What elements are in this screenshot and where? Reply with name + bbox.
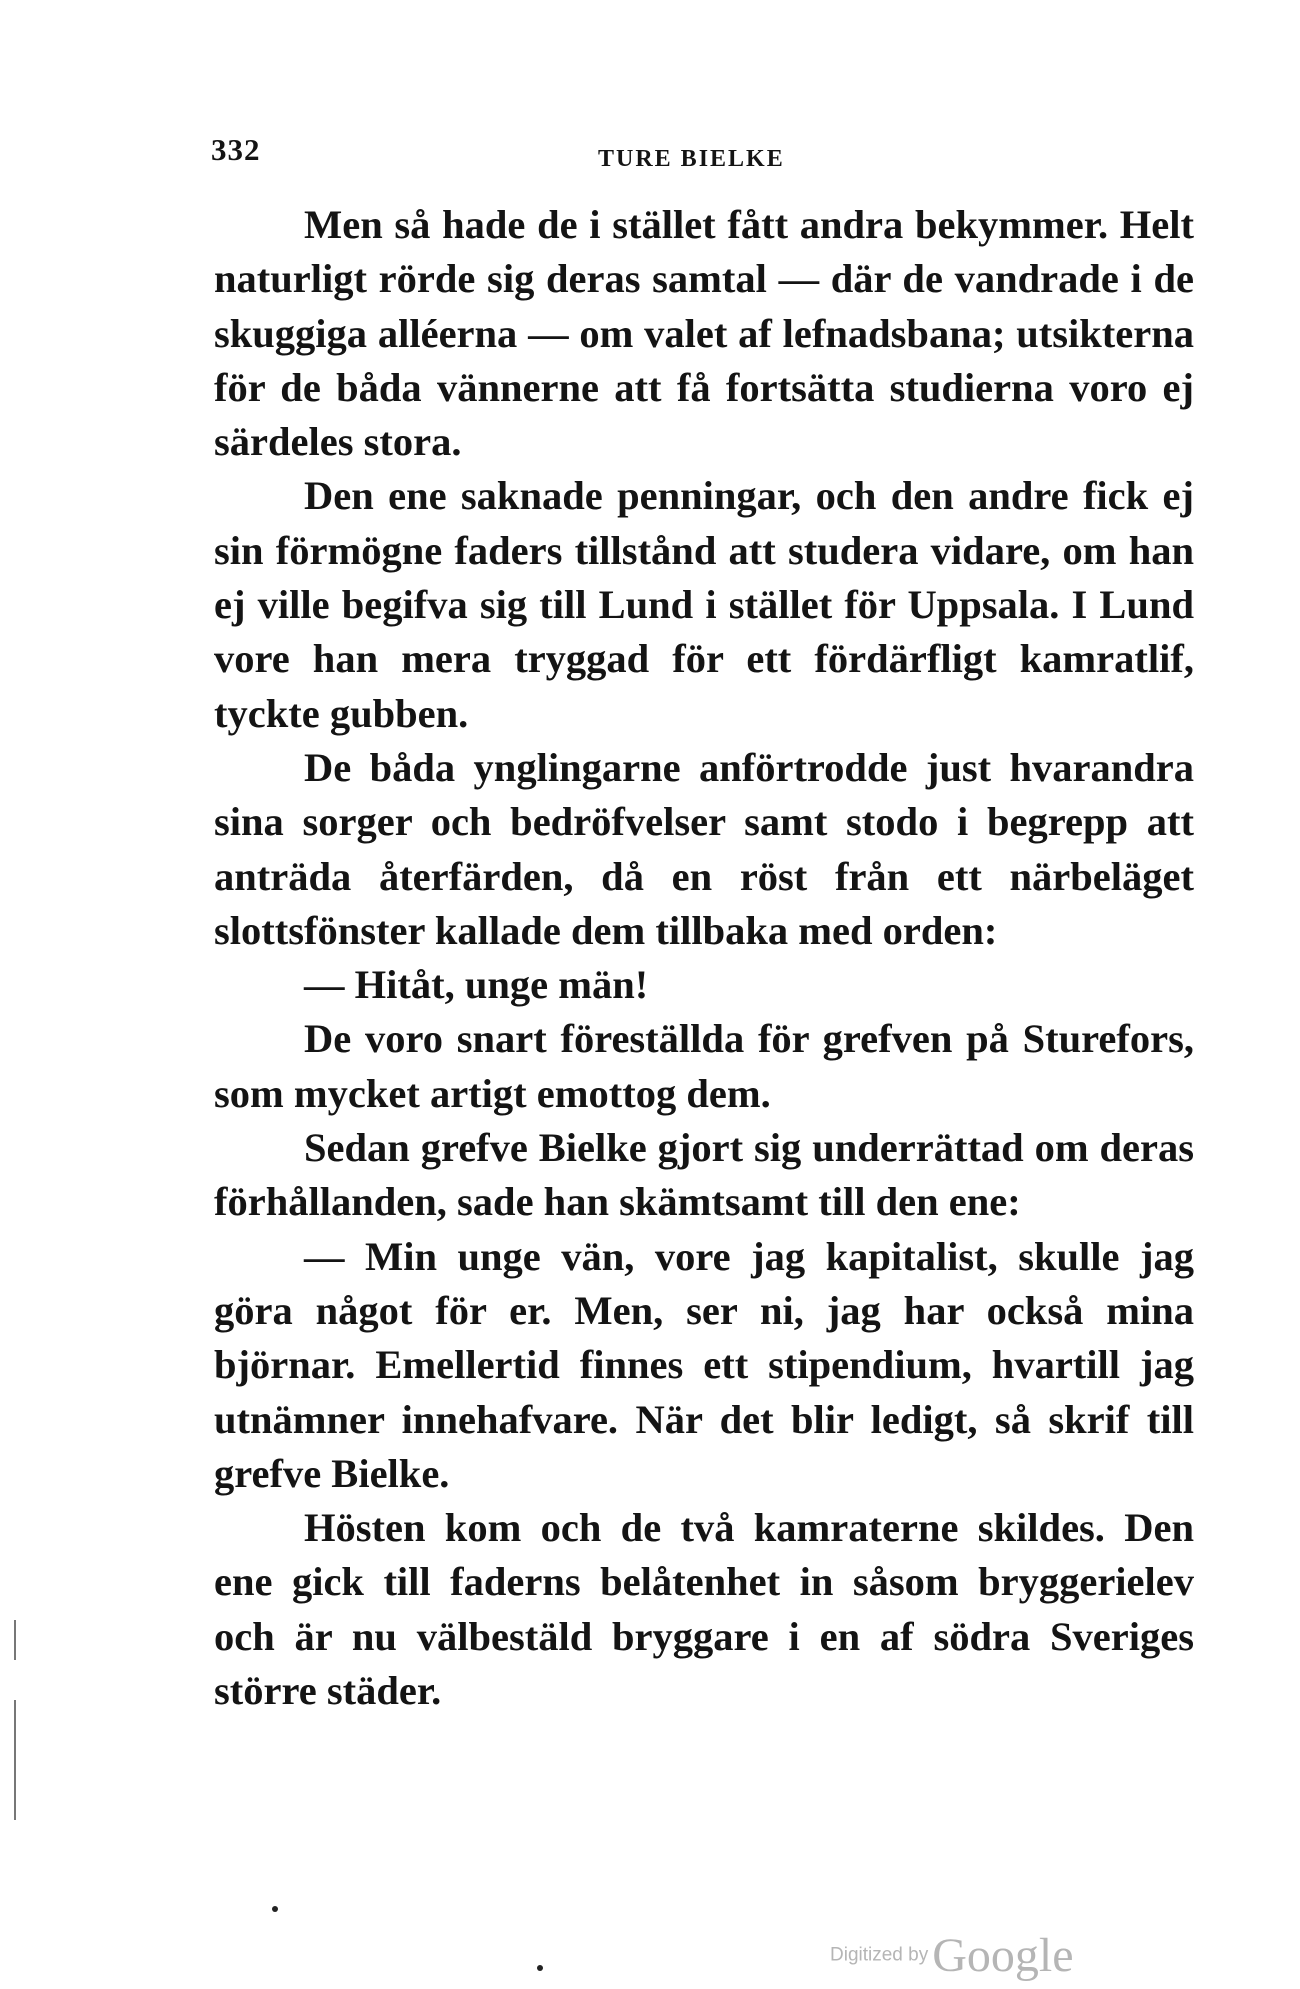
paragraph-5: De voro snart föreställda för grefven på Sturefors, som mycket artigt emottog dem.	[214, 1016, 1194, 1116]
body-text	[214, 198, 1194, 1718]
paragraph-6: Sedan grefve Bielke gjort sig underrättad om deras förhållanden, sade han skämtsamt till den ene:	[214, 1125, 1194, 1225]
scan-edge-mark	[14, 1620, 16, 1660]
paragraph-7-dialogue: — Min unge vän, vore jag kapitalist, skulle jag göra något för er. Men, ser ni, jag har också mina björnar. Emellertid finnes ett stipendium, hvartill jag utnämner innehafvare. När det blir ledigt, så skrif till grefve Bielke.	[214, 1233, 1194, 1496]
paragraph-2: Den ene saknade penningar, och den andre fick ej sin förmögne faders tillstånd att studera vidare, om han ej ville begifva sig till Lund i stället för Uppsala. I Lund vore han mera tryggad för ett fördärfligt kamratlif, tyckte gubben.	[214, 473, 1194, 736]
paragraph-1: Men så hade de i stället fått andra bekymmer. Helt naturligt rörde sig deras samtal — där de vandrade i de skuggiga alléerna — om valet af lefnadsbana; utsikterna för de båda vännerne att få fortsätta studierna voro ej särdeles stora.	[214, 202, 1194, 465]
google-logo: Google	[932, 1929, 1074, 1982]
scan-speck	[272, 1906, 278, 1912]
digitized-watermark	[830, 1928, 1074, 1983]
watermark-prefix: Digitized by	[830, 1944, 929, 1966]
paragraph-3: De båda ynglingarne anförtrodde just hvarandra sina sorger och bedröfvelser samt stodo i begrepp att anträda återfärden, då en röst från ett närbeläget slottsfönster kallade dem tillbaka med orden:	[214, 744, 1194, 953]
scan-speck	[537, 1965, 543, 1971]
page-number: 332	[211, 132, 261, 167]
running-title: TURE BIELKE	[598, 146, 785, 172]
paragraph-4-dialogue: — Hitåt, unge män!	[304, 962, 649, 1008]
paragraph-8: Hösten kom och de två kamraterne skildes. Den ene gick till faderns belåtenhet in såsom bryggerielev och är nu välbestäld bryggare i en af södra Sveriges större städer.	[214, 1505, 1194, 1714]
scan-edge-mark	[14, 1700, 16, 1820]
